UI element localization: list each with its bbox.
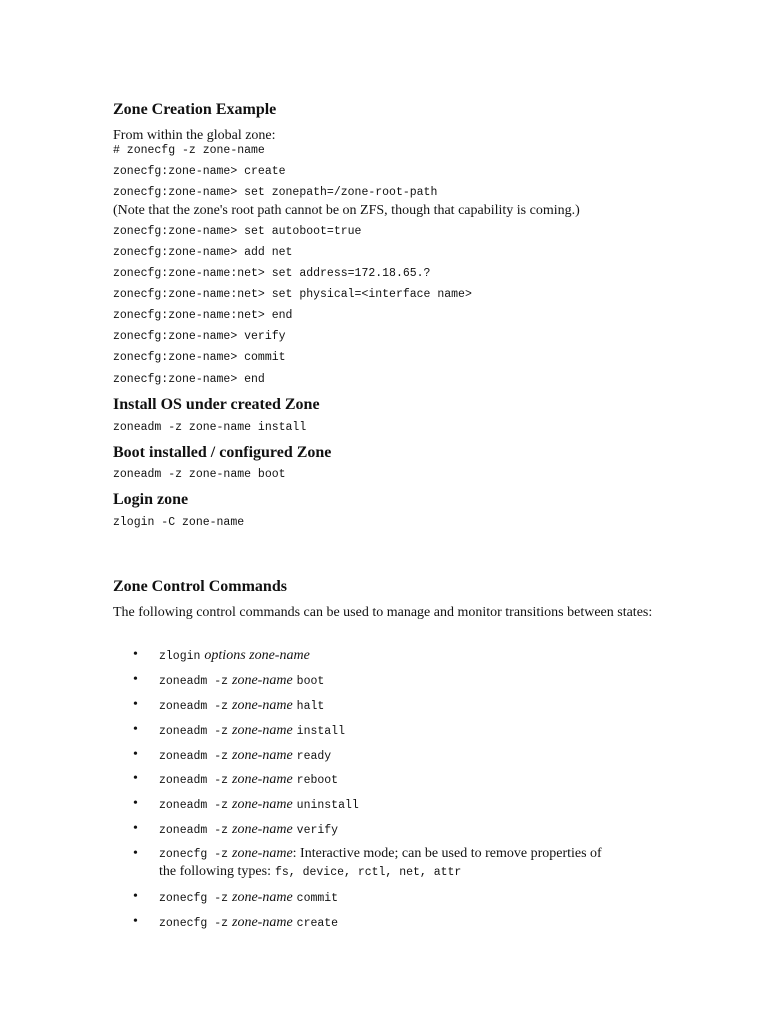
heading-boot-zone: Boot installed / configured Zone bbox=[113, 444, 332, 461]
code-line: zonecfg:zone-name> create bbox=[113, 165, 286, 178]
command-name: zonecfg -z bbox=[159, 892, 229, 905]
command-name: zoneadm -z bbox=[159, 799, 229, 812]
command-subcommand: verify bbox=[296, 824, 339, 837]
bullet-glyph: • bbox=[133, 747, 138, 762]
command-name: zoneadm -z bbox=[159, 824, 229, 837]
bullet-glyph: • bbox=[133, 821, 138, 836]
command-argument: zone-name bbox=[232, 673, 293, 688]
code-line: zonecfg:zone-name> verify bbox=[113, 330, 286, 343]
bullet-glyph: • bbox=[133, 846, 138, 861]
command-name: zonecfg -z bbox=[159, 917, 229, 930]
note-text: (Note that the zone's root path cannot be on ZFS, though that capability is coming.) bbox=[113, 203, 580, 218]
code-line: zonecfg:zone-name> end bbox=[113, 373, 265, 386]
command-subcommand: commit bbox=[296, 892, 339, 905]
code-line: zonecfg:zone-name> commit bbox=[113, 351, 286, 364]
code-line: zoneadm -z zone-name boot bbox=[113, 468, 286, 481]
command-subcommand: install bbox=[296, 725, 345, 738]
command-description-cont: the following types: bbox=[159, 864, 271, 879]
command-argument: zone-name bbox=[232, 915, 293, 930]
command-description: : Interactive mode; can be used to remove properties of bbox=[292, 846, 602, 861]
command-name: zoneadm -z bbox=[159, 725, 229, 738]
bullet-glyph: • bbox=[133, 771, 138, 786]
code-line: # zonecfg -z zone-name bbox=[113, 144, 265, 157]
code-line: zonecfg:zone-name> add net bbox=[113, 246, 293, 259]
heading-install-os: Install OS under created Zone bbox=[113, 396, 320, 413]
command-name: zonecfg -z bbox=[159, 848, 229, 861]
bullet-glyph: • bbox=[133, 697, 138, 712]
code-line: zoneadm -z zone-name install bbox=[113, 421, 307, 434]
command-argument: zone-name bbox=[232, 890, 293, 905]
command-argument: zone-name bbox=[232, 748, 293, 763]
code-line: zlogin -C zone-name bbox=[113, 516, 245, 529]
command-argument: options zone-name bbox=[204, 648, 310, 663]
command-name: zlogin bbox=[159, 650, 201, 663]
command-subcommand: reboot bbox=[296, 774, 339, 787]
command-argument: zone-name bbox=[232, 723, 293, 738]
bullet-glyph: • bbox=[133, 796, 138, 811]
code-line: zonecfg:zone-name> set zonepath=/zone-root-path bbox=[113, 186, 438, 199]
code-line: zonecfg:zone-name> set autoboot=true bbox=[113, 225, 362, 238]
bullet-glyph: • bbox=[133, 889, 138, 904]
command-argument: zone-name bbox=[232, 797, 293, 812]
heading-zone-control: Zone Control Commands bbox=[113, 578, 287, 595]
code-line: zonecfg:zone-name:net> end bbox=[113, 309, 293, 322]
command-subcommand: create bbox=[296, 917, 339, 930]
command-argument: zone-name bbox=[232, 846, 293, 861]
bullet-glyph: • bbox=[133, 914, 138, 929]
command-name: zoneadm -z bbox=[159, 675, 229, 688]
bullet-glyph: • bbox=[133, 647, 138, 662]
bullet-glyph: • bbox=[133, 672, 138, 687]
code-line: zonecfg:zone-name:net> set physical=<interface name> bbox=[113, 288, 472, 301]
command-name: zoneadm -z bbox=[159, 700, 229, 713]
heading-login-zone: Login zone bbox=[113, 491, 189, 508]
property-types: fs, device, rctl, net, attr bbox=[275, 866, 462, 879]
command-subcommand: uninstall bbox=[296, 799, 359, 812]
command-argument: zone-name bbox=[232, 772, 293, 787]
command-subcommand: ready bbox=[296, 750, 332, 763]
command-subcommand: halt bbox=[296, 700, 325, 713]
heading-zone-creation: Zone Creation Example bbox=[113, 101, 277, 118]
command-name: zoneadm -z bbox=[159, 774, 229, 787]
command-subcommand: boot bbox=[296, 675, 325, 688]
command-argument: zone-name bbox=[232, 698, 293, 713]
intro-text: From within the global zone: bbox=[113, 128, 276, 143]
control-intro-text: The following control commands can be used to manage and monitor transitions between states: bbox=[113, 605, 653, 620]
command-argument: zone-name bbox=[232, 822, 293, 837]
bullet-glyph: • bbox=[133, 722, 138, 737]
code-line: zonecfg:zone-name:net> set address=172.18.65.? bbox=[113, 267, 431, 280]
command-name: zoneadm -z bbox=[159, 750, 229, 763]
